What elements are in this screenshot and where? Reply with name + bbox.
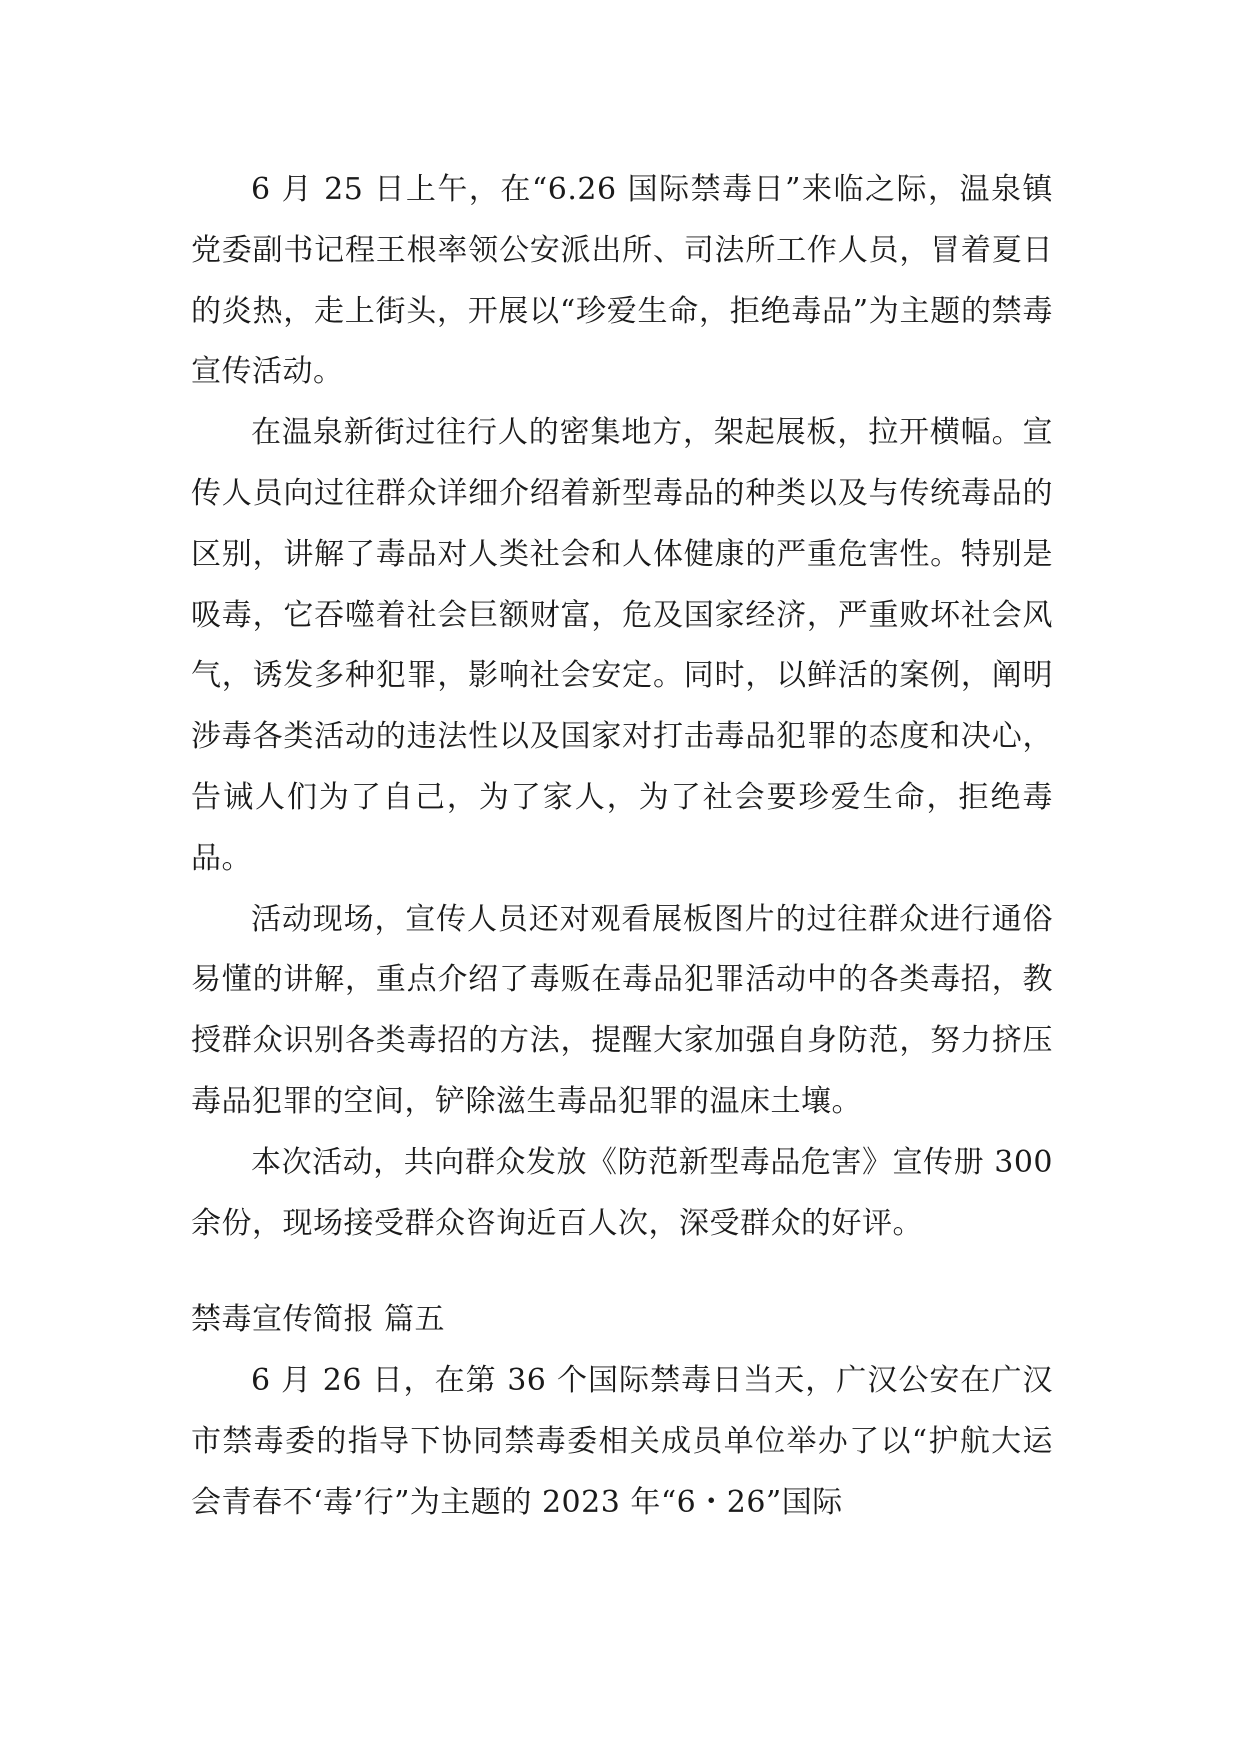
paragraph-2: 在温泉新街过往行人的密集地方，架起展板，拉开横幅。宣传人员向过往群众详细介绍着新型毒品的种类以及与传统毒品的区别，讲解了毒品对人类社会和人体健康的严重危害性。特别是吸毒，它吞噬着社会巨额财富，危及国家经济，严重败坏社会风气，诱发多种犯罪，影响社会安定。同时，以鲜活的案例，阐明涉毒各类活动的违法性以及国家对打击毒品犯罪的态度和决心，告诫人们为了自己，为了家人，为了社会要珍爱生命，拒绝毒品。 — [191, 415, 1053, 876]
section-body — [191, 1351, 1053, 1533]
section-paragraph-1: 6 月 26 日，在第 36 个国际禁毒日当天，广汉公安在广汉市禁毒委的指导下协同禁毒委相关成员单位举办了以“护航大运会青春不‘毒’行”为主题的 2023 年“6・26”国际 — [191, 1363, 1053, 1520]
paragraph-4: 本次活动，共向群众发放《防范新型毒品危害》宣传册 300 余份，现场接受群众咨询近百人次，深受群众的好评。 — [191, 1144, 1053, 1241]
paragraph-1: 6 月 25 日上午，在“6.26 国际禁毒日”来临之际，温泉镇党委副书记程王根率领公安派出所、司法所工作人员，冒着夏日的炎热，走上街头，开展以“珍爱生命，拒绝毒品”为主题的禁毒宣传活动。 — [191, 172, 1053, 390]
paragraph-3: 活动现场，宣传人员还对观看展板图片的过往群众进行通俗易懂的讲解，重点介绍了毒贩在毒品犯罪活动中的各类毒招，教授群众识别各类毒招的方法，提醒大家加强自身防范，努力挤压毒品犯罪的空间，铲除滋生毒品犯罪的温床土壤。 — [191, 901, 1053, 1119]
document-page — [191, 160, 1053, 1534]
section-heading: 禁毒宣传简报 篇五 — [191, 1302, 446, 1338]
